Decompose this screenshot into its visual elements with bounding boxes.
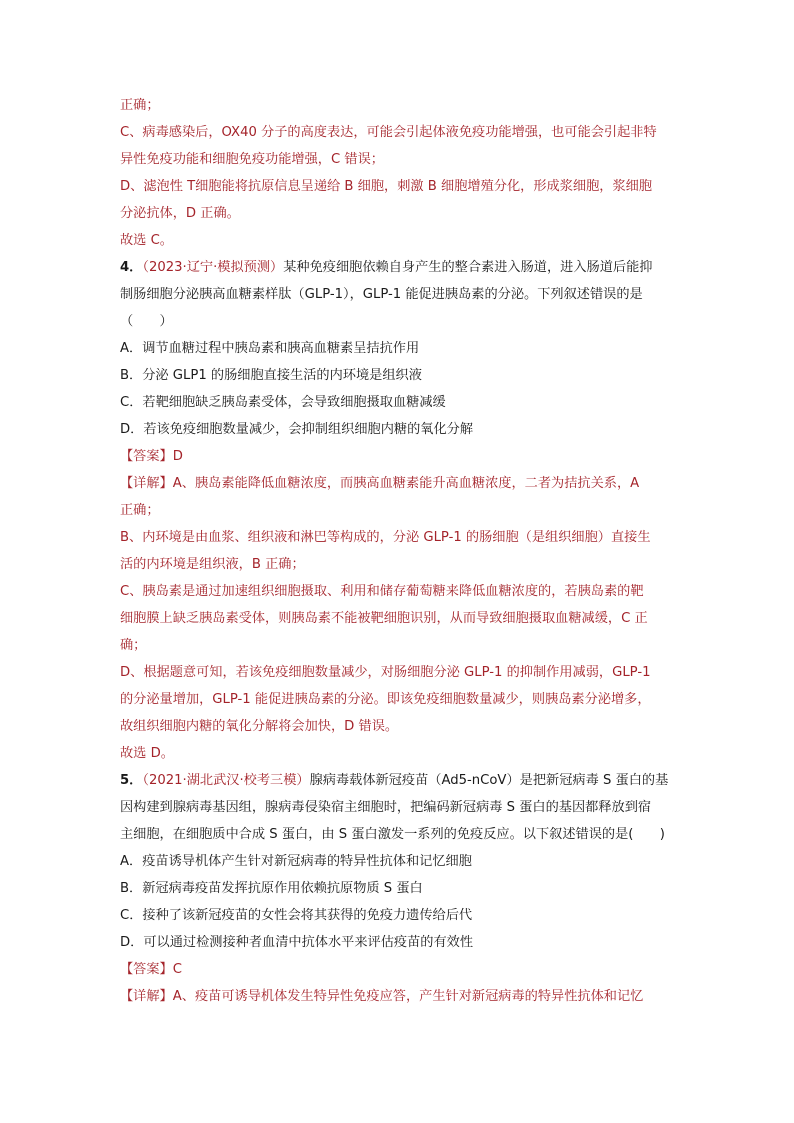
question-number: 4． (120, 260, 143, 275)
explanation-line: C、胰岛素是通过加速组织细胞摄取、利用和储存葡萄糖来降低血糖浓度的，若胰岛素的靶 (120, 584, 644, 599)
explanation-line: 确； (120, 638, 147, 653)
question-source: （2023·辽宁·模拟预测） (142, 260, 284, 275)
explanation-line: 活的内环境是组织液，B 正确； (120, 557, 305, 572)
text-line: （ ） (120, 314, 173, 329)
text-line: D、滤泡性 T细胞能将抗原信息呈递给 B 细胞，刺激 B 细胞增殖分化，形成浆细胞，浆细胞 (120, 179, 653, 194)
option-c: C．若靶细胞缺乏胰岛素受体，会导致细胞摄取血糖减缓 (120, 395, 446, 410)
explanation-line: 故组织细胞内糖的氧化分解将会加快，D 错误。 (120, 719, 399, 734)
explanation-line: B、内环境是由血浆、组织液和淋巴等构成的，分泌 GLP-1 的肠细胞（是组织细胞）直接生 (120, 530, 651, 545)
answer-label: 【答案】C (120, 962, 182, 977)
question-text: 腺病毒载体新冠疫苗（Ad5-nCoV）是把新冠病毒 S 蛋白的基 (309, 773, 669, 788)
text-line: 故选 C。 (120, 233, 173, 248)
question-5-stem (120, 771, 668, 791)
option-a: A．调节血糖过程中胰岛素和胰高血糖素呈拮抗作用 (120, 341, 420, 356)
question-4-stem (120, 258, 652, 278)
explanation-line: 【详解】A、疫苗可诱导机体发生特异性免疫应答，产生针对新冠病毒的特异性抗体和记忆 (120, 989, 644, 1004)
text-line: 主细胞，在细胞质中合成 S 蛋白，由 S 蛋白激发一系列的免疫反应。以下叙述错误的是( ) (120, 827, 665, 842)
text-line: 正确； (120, 98, 160, 113)
text-line: 异性免疫功能和细胞免疫功能增强，C 错误； (120, 152, 384, 167)
text-line: 制肠细胞分泌胰高血糖素样肽（GLP-1），GLP-1 能促进胰岛素的分泌。下列叙述错误的是 (120, 287, 643, 302)
explanation-line: 正确； (120, 503, 160, 518)
option-d: D．可以通过检测接种者血清中抗体水平来评估疫苗的有效性 (120, 935, 474, 950)
explanation-line: 细胞膜上缺乏胰岛素受体，则胰岛素不能被靶细胞识别，从而导致细胞摄取血糖减缓，C 正 (120, 611, 648, 626)
option-d: D．若该免疫细胞数量减少，会抑制组织细胞内糖的氧化分解 (120, 422, 474, 437)
text-line: 分泌抗体，D 正确。 (120, 206, 240, 221)
option-b: B．分泌 GLP1 的肠细胞直接生活的内环境是组织液 (120, 368, 422, 383)
option-c: C．接种了该新冠疫苗的女性会将其获得的免疫力遗传给后代 (120, 908, 473, 923)
option-b: B．新冠病毒疫苗发挥抗原作用依赖抗原物质 S 蛋白 (120, 881, 423, 896)
question-text: 某种免疫细胞依赖自身产生的整合素进入肠道，进入肠道后能抑 (283, 260, 653, 275)
text-line: 因构建到腺病毒基因组，腺病毒侵染宿主细胞时，把编码新冠病毒 S 蛋白的基因都释放到宿 (120, 800, 652, 815)
explanation-line: 的分泌量增加，GLP-1 能促进胰岛素的分泌。即该免疫细胞数量减少，则胰岛素分泌增多， (120, 692, 651, 707)
question-source: （2021·湖北武汉·校考三模） (142, 773, 310, 788)
question-number: 5． (120, 773, 143, 788)
answer-label: 【答案】D (120, 449, 183, 464)
option-a: A．疫苗诱导机体产生针对新冠病毒的特异性抗体和记忆细胞 (120, 854, 472, 869)
choice-conclusion: 故选 D。 (120, 746, 174, 761)
explanation-line: D、根据题意可知，若该免疫细胞数量减少，对肠细胞分泌 GLP-1 的抑制作用减弱，GLP-1 (120, 665, 651, 680)
explanation-line: 【详解】A、胰岛素能降低血糖浓度，而胰高血糖素能升高血糖浓度，二者为拮抗关系，A (120, 476, 640, 491)
text-line: C、病毒感染后，OX40 分子的高度表达，可能会引起体液免疫功能增强，也可能会引起非特 (120, 125, 657, 140)
